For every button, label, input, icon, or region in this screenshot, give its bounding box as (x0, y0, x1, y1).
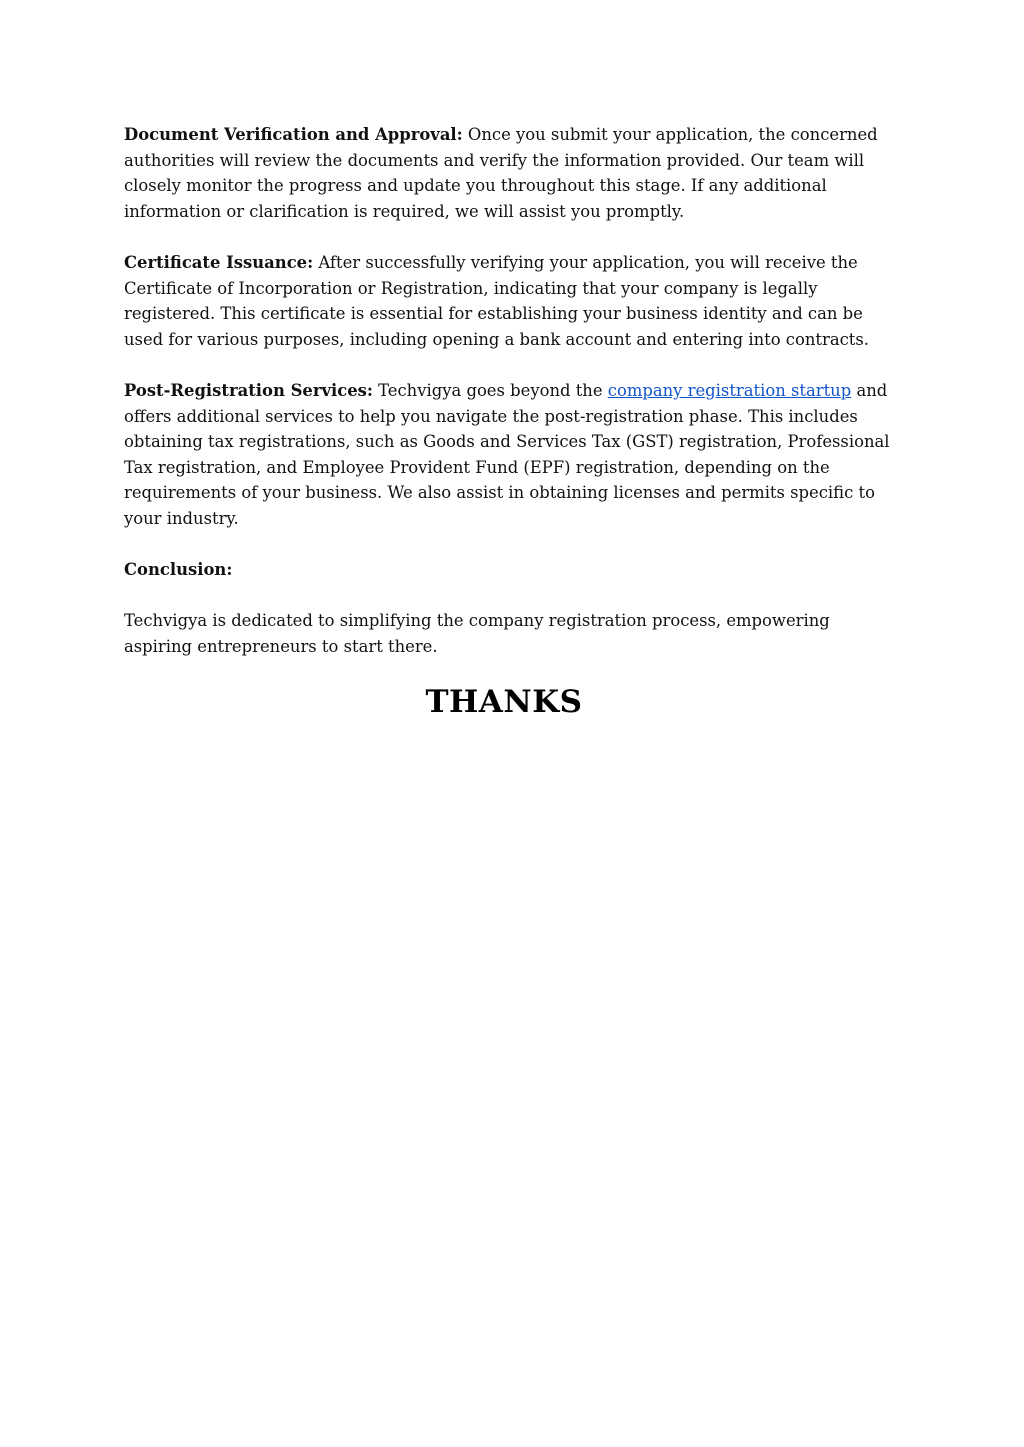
company-registration-startup-link[interactable]: company registration startup (607, 380, 852, 400)
paragraph-lead: Certificate Issuance: (124, 252, 314, 272)
paragraph-text: Techvigya goes beyond the (372, 380, 608, 400)
document-body (124, 122, 896, 685)
conclusion-heading: Conclusion: (124, 560, 233, 580)
paragraph-certificate-issuance (124, 250, 896, 352)
conclusion-paragraph: Techvigya is dedicated to simplifying the company registration process, empowering aspiring entrepreneurs to start there. (124, 611, 830, 656)
thanks-heading: THANKS (425, 684, 583, 720)
paragraph-post-registration (124, 378, 896, 532)
paragraph-text: Once you submit your application, the concerned authorities will review the documents and verify the information provided. Our team will closely monitor the progress and update you throughout this stage. If any additional information or clarification is required, we will assist you promptly. (124, 125, 878, 221)
paragraph-lead: Document Verification and Approval: (124, 125, 463, 144)
paragraph-document-verification (124, 122, 896, 224)
paragraph-lead: Post-Registration Services: (124, 380, 373, 400)
paragraph-text: After successfully verifying your application, you will receive the Certificate of Incorporation or Registration, indicating that your company is legally registered. This certificate is essential for establishing your business identity and can be used for various purposes, including opening a bank account and entering into contracts. (124, 252, 869, 349)
paragraph-text: and offers additional services to help you navigate the post-registration phase. This includes obtaining tax registrations, such as Goods and Services Tax (GST) registration, Professional Tax registration, and Employee Provident Fund (EPF) registration, depending on the requirements of your business. We also assist in obtaining licenses and permits specific to your industry. (124, 380, 890, 528)
